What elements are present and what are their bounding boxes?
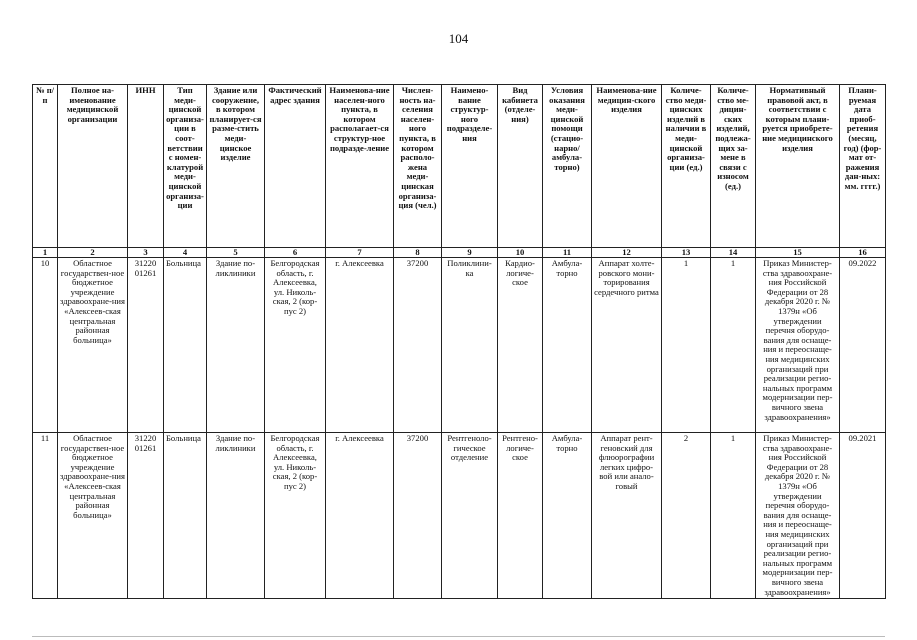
header-cell-cabinet-type: Вид кабинета (отделе-ния) bbox=[498, 85, 543, 248]
column-number: 2 bbox=[58, 248, 128, 258]
cell-population: 37200 bbox=[394, 258, 442, 433]
cell-replace-count: 1 bbox=[711, 258, 756, 433]
cell-legal-act: Приказ Министер-ства здравоохране-ния Российской Федерации от 28 декабря 2020 г. № 1379н «Об утверждении перечня оборудо-вания для оснаще-ния и переоснаще-ния медицинских организаций при реализации регио-нальных программ модернизации пер-вичного звена здравоохранения» bbox=[756, 433, 840, 599]
column-number: 16 bbox=[840, 248, 886, 258]
header-cell-subdivision: Наимено-вание структур-ного подразделе-ния bbox=[442, 85, 498, 248]
cell-org-type: Больница bbox=[164, 433, 207, 599]
column-number: 10 bbox=[498, 248, 543, 258]
table-header-row bbox=[33, 85, 886, 248]
equipment-register-table bbox=[32, 84, 886, 599]
header-cell-replace-count: Количе-ство ме-дицин-ских изделий, подлежа-щих за-мене в связи с износом (ед.) bbox=[711, 85, 756, 248]
bottom-divider bbox=[32, 636, 885, 638]
column-number: 6 bbox=[265, 248, 326, 258]
column-number: 3 bbox=[128, 248, 164, 258]
header-cell-device-name: Наименова-ние медицин-ского изделия bbox=[592, 85, 662, 248]
cell-address: Белгородская область, г. Алексеевка, ул. Николь-ская, 2 (кор-пус 2) bbox=[265, 258, 326, 433]
column-number: 14 bbox=[711, 248, 756, 258]
cell-number: 10 bbox=[33, 258, 58, 433]
cell-locality: г. Алексеевка bbox=[326, 433, 394, 599]
cell-device-count: 2 bbox=[662, 433, 711, 599]
header-cell-device-count: Количе-ство меди-цинских изделий в наличии в меди-цинской организа-ции (ед.) bbox=[662, 85, 711, 248]
header-cell-org-type: Тип меди-цинской организа-ции в соот-ветствии с номен-клатурой меди-цинской организа-ции bbox=[164, 85, 207, 248]
column-number: 15 bbox=[756, 248, 840, 258]
cell-locality: г. Алексеевка bbox=[326, 258, 394, 433]
header-cell-purchase-date: Плани-руемая дата приоб-ретения (месяц, год) (фор-мат от-ражения дан-ных: мм. гггг.) bbox=[840, 85, 886, 248]
cell-building: Здание по-ликлиники bbox=[207, 433, 265, 599]
cell-care-conditions: Амбула-торно bbox=[543, 258, 592, 433]
cell-replace-count: 1 bbox=[711, 433, 756, 599]
header-cell-building: Здание или сооружение, в котором планирует-ся разме-стить меди-цинское изделие bbox=[207, 85, 265, 248]
table-row bbox=[33, 433, 886, 599]
cell-purchase-date: 09.2021 bbox=[840, 433, 886, 599]
column-number: 11 bbox=[543, 248, 592, 258]
header-cell-address: Фактический адрес здания bbox=[265, 85, 326, 248]
cell-subdivision: Рентгеноло-гическое отделение bbox=[442, 433, 498, 599]
cell-cabinet-type: Кардио-логиче-ское bbox=[498, 258, 543, 433]
cell-device-name: Аппарат рент-геновский для флюорографии легких цифро-вой или анало-говый bbox=[592, 433, 662, 599]
column-number: 8 bbox=[394, 248, 442, 258]
cell-inn: 31220 01261 bbox=[128, 258, 164, 433]
column-number: 7 bbox=[326, 248, 394, 258]
cell-subdivision: Поликлини-ка bbox=[442, 258, 498, 433]
cell-purchase-date: 09.2022 bbox=[840, 258, 886, 433]
cell-org-name: Областное государствен-ное бюджетное учреждение здравоохране-ния «Алексеев-ская центральная районная больница» bbox=[58, 433, 128, 599]
column-number: 13 bbox=[662, 248, 711, 258]
cell-device-name: Аппарат холте-ровского мони-торирования сердечного ритма bbox=[592, 258, 662, 433]
cell-building: Здание по-ликлиники bbox=[207, 258, 265, 433]
header-cell-locality: Наименова-ние населен-ного пункта, в котором располагает-ся структур-ное подразде-ление bbox=[326, 85, 394, 248]
cell-org-name: Областное государствен-ное бюджетное учреждение здравоохране-ния «Алексеев-ская центральная районная больница» bbox=[58, 258, 128, 433]
header-cell-population: Числен-ность на-селения населен-ного пункта, в котором располо-жена меди-цинская организа-ция (чел.) bbox=[394, 85, 442, 248]
column-number: 5 bbox=[207, 248, 265, 258]
cell-legal-act: Приказ Министер-ства здравоохране-ния Российской Федерации от 28 декабря 2020 г. № 1379н «Об утверждении перечня оборудо-вания для оснаще-ния и переоснаще-ния медицинских организаций при реализации регио-нальных программ модернизации пер-вичного звена здравоохранения» bbox=[756, 258, 840, 433]
cell-population: 37200 bbox=[394, 433, 442, 599]
table-row bbox=[33, 258, 886, 433]
cell-org-type: Больница bbox=[164, 258, 207, 433]
cell-address: Белгородская область, г. Алексеевка, ул. Николь-ская, 2 (кор-пус 2) bbox=[265, 433, 326, 599]
column-number: 9 bbox=[442, 248, 498, 258]
column-number-row bbox=[33, 248, 886, 258]
cell-cabinet-type: Рентгено-логиче-ское bbox=[498, 433, 543, 599]
page-number: 104 bbox=[448, 31, 469, 46]
header-cell-care-conditions: Условия оказания меди-цинской помощи (стацио-нарно/ амбула-торно) bbox=[543, 85, 592, 248]
cell-device-count: 1 bbox=[662, 258, 711, 433]
column-number: 1 bbox=[33, 248, 58, 258]
column-number: 4 bbox=[164, 248, 207, 258]
header-cell-legal-act: Нормативный правовой акт, в соответствии с которым плани-руется приобрете-ние медицинского изделия bbox=[756, 85, 840, 248]
header-cell-org-name: Полное на-именование медицинской организации bbox=[58, 85, 128, 248]
cell-care-conditions: Амбула-торно bbox=[543, 433, 592, 599]
cell-number: 11 bbox=[33, 433, 58, 599]
column-number: 12 bbox=[592, 248, 662, 258]
header-cell-number: № п/п bbox=[33, 85, 58, 248]
cell-inn: 31220 01261 bbox=[128, 433, 164, 599]
header-cell-inn: ИНН bbox=[128, 85, 164, 248]
